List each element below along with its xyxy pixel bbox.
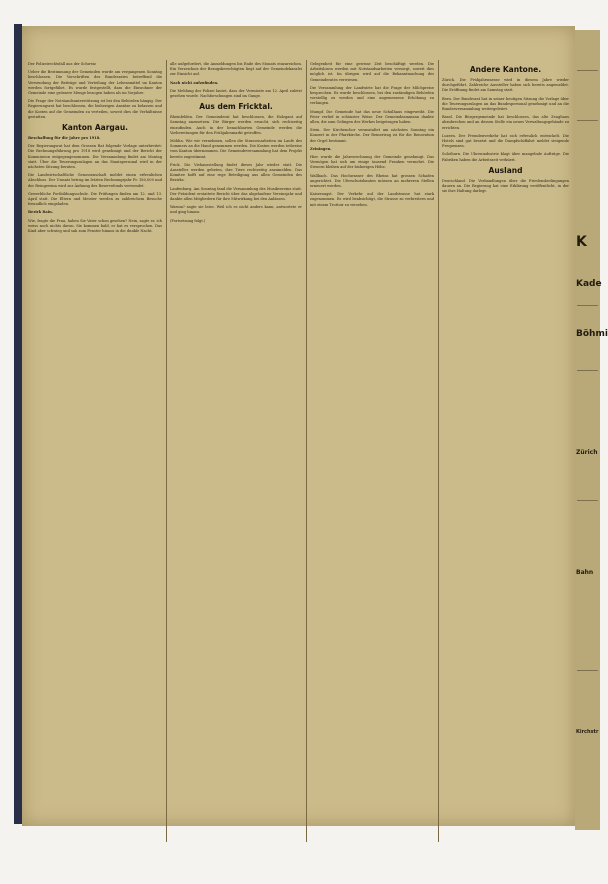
section-heading: Ausland: [488, 165, 523, 175]
rule-line: [577, 305, 598, 306]
article-text: Kaiseraugst. Der Verkehr auf der Landstrasse hat stark zugenommen. Es wird beabsichtigt, die Strasse zu verbreitern und mit einem Trottoir zu versehen.: [310, 192, 434, 207]
article-text: Rheinfelden. Der Gemeinderat hat beschlossen, die Holzgant auf Samstag anzusetzen. Die Bürger werden ersucht, sich rechtzeitig einzufinden. Auch in der benachbarten Gemeinde werden die Vorbereitungen für den Frühjahrsmarkt getroffen.: [170, 115, 302, 135]
adjacent-page-edge: [575, 30, 608, 830]
article-text: Die Frage der Notstandsunterstützung ist bei den Behörden hängig. Der Regierungsrat hat beschlossen, die bisherigen Ansätze zu belassen und die Kosten auf die Gemeinden zu verteilen, soweit dies die Verhältnisse gestatten.: [28, 99, 162, 119]
article-text: Stein. Der Kirchenchor veranstaltet am nächsten Sonntag ein Konzert in der Pfarrkirche. Der Reinertrag ist für die Renovation der Orgel bestimmt.: [310, 128, 434, 143]
ad-fragment: Böhmi: [576, 329, 608, 339]
ad-fragment: Zürich: [576, 449, 598, 456]
article-text: Solothurn. Die Uhrenindustrie klagt über mangelnde Aufträge. Die Fabriken haben die Arbeitszeit verkürzt.: [442, 152, 569, 162]
ad-fragment: Kirchstr: [576, 729, 599, 735]
ad-fragment: K: [576, 234, 587, 250]
article-text: Die Meldung der Polizei lautet, dass der Vermisste am 12. April zuletzt gesehen wurde. Nachforschungen sind im Gange.: [170, 88, 302, 99]
article-text: Wie, fragte die Frau, haben Sie Vater schon gesehen? Nein, sagte er, ich weiss noch nichts davon. Sie kommen bald, er hat es versprochen. Das Kind aber schwieg und sah zum Fenster hinaus in die dunkle Nacht.: [28, 218, 162, 234]
article-text: Bern. Der Bundesrat hat in seiner heutigen Sitzung die Vorlage über die Teuerungszulagen an das Bundespersonal genehmigt und an die Bundesversammlung weitergeleitet.: [442, 96, 569, 112]
column-rule: [166, 60, 167, 842]
article-text: alle aufgefordert, die Anmeldungen bis Ende des Monats einzureichen. Ein Verzeichnis der Bezugsberechtigten liegt auf der Gemeindekanzlei zur Einsicht auf.: [170, 62, 302, 77]
article-subheading: Nach nicht aufzufinden.: [170, 80, 219, 85]
article-text: Laufenburg. Am Sonntag fand die Versammlung des Musikvereins statt. Der Präsident erstattete Bericht über das abgelaufene Vereinsjahr und dankte allen Mitgliedern für ihre Mitwirkung bei den Anlässen.: [170, 186, 302, 202]
article-subheading: Zeiningen.: [310, 146, 332, 151]
article-text: Mumpf. Die Gemeinde hat das neue Schulhaus eingeweiht. Die Feier verlief in schönster Weise. Der Gemeindeammann dankte allen, die zum Gelingen des Werkes beigetragen haben.: [310, 109, 434, 125]
book-binding: [14, 24, 22, 824]
article-text: Der Polizeirechtsfall aus der Schweiz: [28, 62, 96, 66]
column-rule: [438, 60, 439, 842]
article-text: Hier wurde die Jahresrechnung der Gemeinde genehmigt. Das Vermögen hat sich um einige tausend Franken vermehrt. Die Steuern bleiben auf der bisherigen Höhe.: [310, 155, 434, 170]
ad-fragment: Kade: [576, 279, 602, 289]
article-text: Basel. Die Bürgergemeinde hat beschlossen, das alte Zeughaus abzubrechen und an dessen Stelle ein neues Verwaltungsgebäude zu errichten.: [442, 115, 569, 130]
article-text: Ueber die Bestimmung der Gemeinden wurde am vergangenen Sonntag beschlossen. Die Vorschriften des Bundesrates betreffend die Verwendung der Beiträge und Verteilung der Lebensmittel im Kanton werden fortgeführt. Es wurde festgestellt, dass die Einwohner der Gemeinde eine grössere Menge bezogen haben als im Vorjahre.: [28, 70, 162, 96]
column-3: [310, 62, 434, 844]
article-text: Frick. Die Viehausstellung findet dieses Jahr wieder statt. Die Aussteller werden gebeten, ihre Tiere rechtzeitig anzumelden. Das Komitee hofft auf eine rege Beteiligung aus allen Gemeinden des Bezirks.: [170, 162, 302, 183]
rule-line: [577, 70, 598, 71]
article-subheading: Bezirk Rain.: [28, 210, 53, 215]
rule-line: [577, 370, 598, 371]
rule-line: [577, 500, 598, 501]
article-text: Gewerbliche Fortbildungsschule. Die Prüfungen finden am 12. und 13. April statt. Die Eltern und Meister werden zu zahlreichem Besuche freundlich eingeladen.: [28, 191, 162, 207]
article-text: Der Regierungsrat hat dem Grossen Rat folgende Vorlage unterbreitet: Die Rechnungsführung pro 1918 wird genehmigt und der Bericht der Kommission entgegengenommen. Die Versammlung findet am Montag statt. Über die Teuerungszulagen an das Staatspersonal wird in der nächsten Sitzung beraten.: [28, 144, 162, 170]
column-rule: [306, 60, 307, 842]
article-text: Luzern. Der Fremdenverkehr hat sich erfreulich entwickelt. Die Hotels sind gut besetzt und die Dampfschiffahrt meldet steigende Frequenzen.: [442, 133, 569, 149]
newspaper-page: [22, 26, 575, 826]
section-heading: Andere Kantone.: [469, 65, 542, 74]
article-text: Die Landwirtschaftliche Genossenschaft meldet einen erfreulichen Abschluss. Der Umsatz betrug im letzten Rechnungsjahr Fr. 180,000 und der Reingewinn wird zur Äufnung des Reservefonds verwendet.: [28, 173, 162, 188]
article-text: Gelegenheit für eine gewisse Zeit beschäftigt werden. Die Arbeitslosen werden mit Notstandsarbeiten versorgt, soweit dies möglich ist. Im übrigen wird auf die Bekanntmachung des Gemeinderates verwiesen.: [310, 62, 434, 82]
article-subheading: Beschaffung für die Jahre pro 1918.: [28, 136, 101, 141]
rule-line: [577, 120, 598, 121]
column-4: [442, 62, 569, 844]
article-text: Deutschland. Die Verhandlungen über die Friedensbedingungen dauern an. Die Regierung hat eine Erklärung veröffentlicht, in der sie ihre Haltung darlegt.: [442, 178, 569, 194]
continuation-note: (Fortsetzung folgt.): [170, 218, 206, 223]
rule-line: [577, 670, 598, 671]
column-1: [28, 62, 162, 844]
article-text: Wallbach. Das Hochwasser des Rheins hat grossen Schaden angerichtet. Die Uferschutzbauten müssen an mehreren Stellen erneuert werden.: [310, 173, 434, 189]
section-heading: Kanton Aargau.: [61, 123, 129, 133]
column-2: [170, 62, 302, 844]
article-text: Möhlin. Wie wir vernehmen, sollen die Strassenarbeiten im Laufe des Sommers an die Hand genommen werden. Die Kosten werden teilweise vom Kanton übernommen. Die Gemeindeversammlung hat dem Projekt bereits zugestimmt.: [170, 139, 302, 159]
article-text: Warum? sagte sie leise. Weil ich es nicht anders kann, antwortete er und ging hinaus.: [170, 205, 302, 215]
article-text: Die Versammlung der Landwirte hat die Frage der Milchpreise besprochen. Es wurde beschlossen, bei den zuständigen Behörden vorstellig zu werden und eine angemessene Erhöhung zu verlangen.: [310, 85, 434, 106]
article-text: Zürich. Die Frühjahrsmesse wird in diesem Jahre wieder durchgeführt. Zahlreiche Aussteller haben sich bereits angemeldet. Die Eröffnung findet am Samstag statt.: [442, 78, 569, 93]
section-heading: Aus dem Fricktal.: [199, 102, 273, 112]
ad-fragment: Bahn: [576, 569, 594, 576]
